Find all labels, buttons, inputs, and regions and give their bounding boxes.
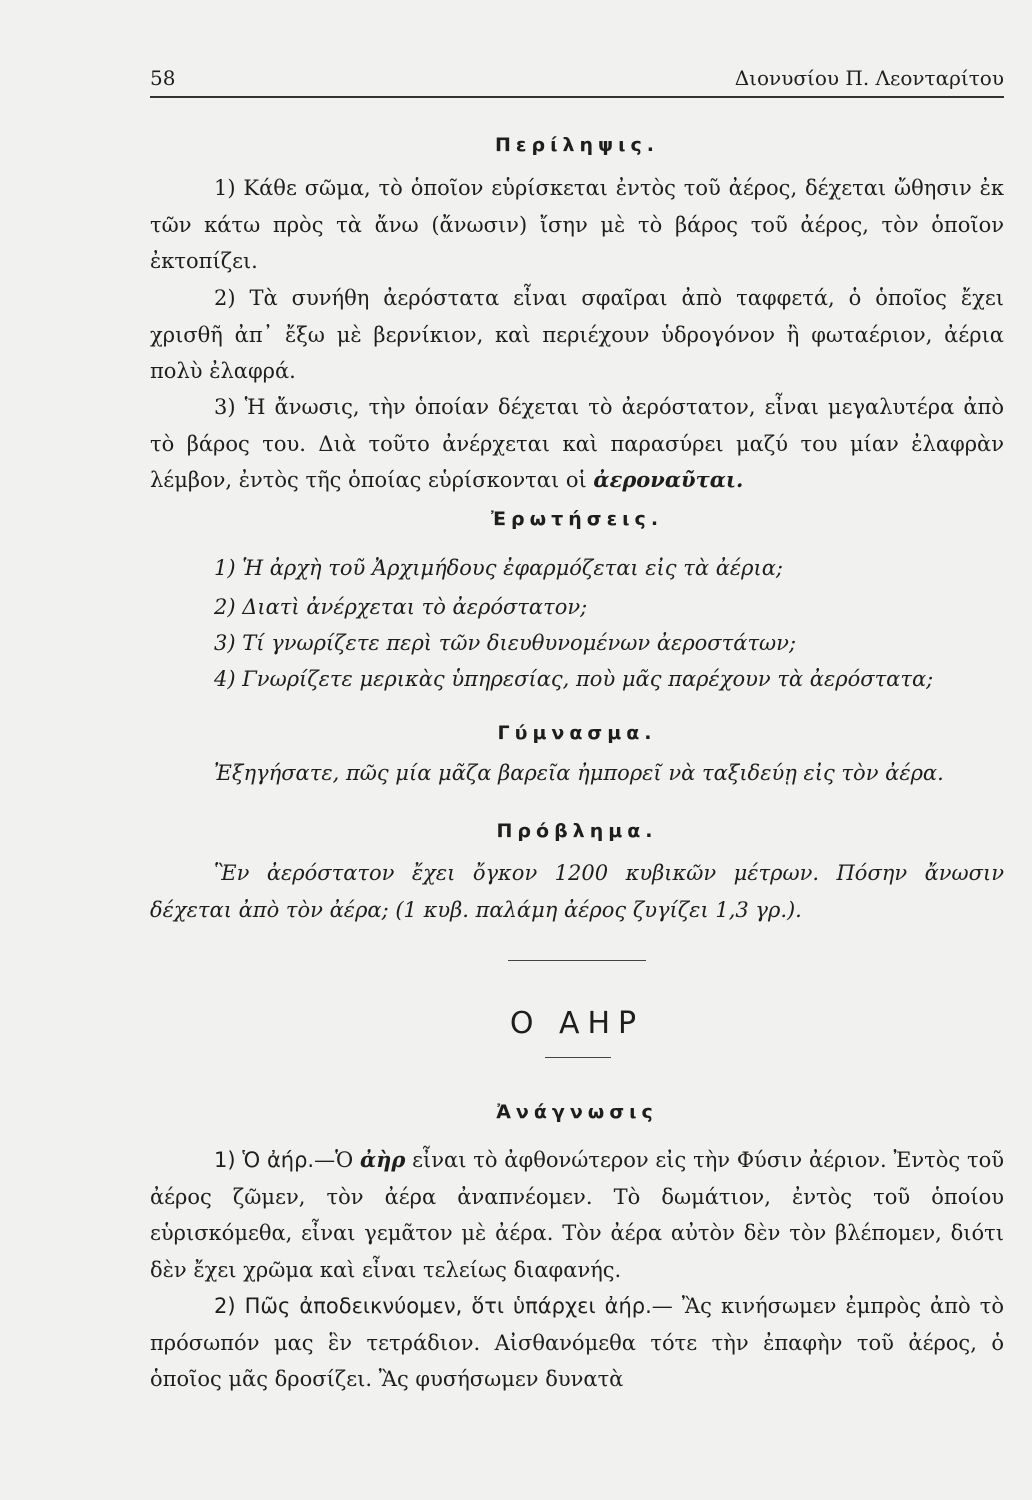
summary-paragraph-2: 2) Τὰ συνήθη ἀερόστατα εἶναι σφαῖραι ἀπὸ ταφφετά, ὁ ὁποῖος ἔχει χρισθῆ ἀπ᾽ ἔξω μὲ βερνίκιον, καὶ περιέχουν ὑδρογόνον ἢ φωταέριον, ἀέρια πολὺ ἐλαφρά. <box>150 286 1004 383</box>
summary-paragraph-1: 1) Κάθε σῶμα, τὸ ὁποῖον εὑρίσκεται ἐντὸς τοῦ ἀέρος, δέχεται ὤθησιν ἐκ τῶν κάτω πρὸς τὰ ἄνω (ἄνωσιν) ἴσην μὲ τὸ βάρος τοῦ ἀέρος, τὸν ὁποῖον ἐκτοπίζει. <box>150 176 1004 273</box>
reading-paragraph-2 <box>150 1288 1004 1398</box>
problem-heading: Πρόβλημα. <box>496 820 658 842</box>
air-subheading: 1) Ὁ ἀήρ. <box>214 1148 315 1172</box>
question-4: 4) Γνωρίζετε μερικὰς ὑπηρεσίας, ποὺ μᾶς παρέχουν τὰ ἀερόστατα; <box>214 667 934 691</box>
question-3: 3) Τί γνωρίζετε περὶ τῶν διευθυνομένων ἀεροστάτων; <box>214 631 797 655</box>
section-title: Ο ΑΗΡ <box>509 1006 645 1041</box>
reading-heading: Ἀνάγνωσις <box>496 1101 658 1123</box>
summary-paragraph-3 <box>150 389 1004 499</box>
reading-paragraph-1-text: εἶναι τὸ ἀφθονώτερον εἰς τὴν Φύσιν ἀέριον. Ἐντὸς τοῦ ἀέρος ζῶμεν, τὸν ἀέρα ἀναπνέομεν. Τὸ δωμάτιον, ἐντὸς τοῦ ὁποίου εὑρισκόμεθα, εἶναι γεμᾶτον μὲ ἀέρα. Τὸν ἀέρα αὐτὸν δὲν τὸν βλέπομεν, διότι δὲν ἔχει χρῶμα καὶ εἶναι τελείως διαφανής. <box>150 1148 1004 1282</box>
question-2: 2) Διατὶ ἀνέρχεται τὸ ἀερόστατον; <box>214 595 588 619</box>
air-proof-subheading: 2) Πῶς ἀποδεικνύομεν, ὅτι ὑπάρχει ἀήρ. <box>214 1294 652 1318</box>
summary-heading: Περίληψις. <box>495 134 659 156</box>
problem-text: Ἓν ἀερόστατον ἔχει ὄγκον 1200 κυβικῶν μέτρων. Πόσην ἄνωσιν δέχεται ἀπὸ τὸν ἀέρα; (1 κυβ. παλάμη ἀέρος ζυγίζει 1,3 γρ.). <box>150 861 1004 922</box>
reading-paragraph-1-dash: —Ὁ <box>314 1148 360 1172</box>
exercise-heading: Γύμνασμα. <box>497 722 657 744</box>
section-divider-bottom <box>545 1057 611 1058</box>
page-header <box>150 64 1004 98</box>
summary-paragraph-3-text: 3) Ἡ ἄνωσις, τὴν ὁποίαν δέχεται τὸ ἀερόστατον, εἶναι μεγαλυτέρα ἀπὸ τὸ βάρος του. Διὰ τοῦτο ἀνέρχεται καὶ παρασύρει μαζύ του μίαν ἐλαφρὰν λέμβον, ἐντὸς τῆς ὁποίας εὑρίσκονται οἱ <box>150 395 1004 492</box>
air-term: ἀὴρ <box>359 1147 406 1172</box>
running-head: Διονυσίου Π. Λεονταρίτου <box>734 66 1004 90</box>
questions-heading: Ἐρωτήσεις. <box>490 508 664 530</box>
section-divider-top <box>508 960 646 961</box>
question-1: 1) Ἡ ἀρχὴ τοῦ Ἀρχιμήδους ἐφαρμόζεται εἰς τὰ ἀέρια; <box>214 556 783 580</box>
reading-paragraph-2-text: — Ἂς κινήσωμεν ἐμπρὸς ἀπὸ τὸ πρόσωπόν μας ἓν τετράδιον. Αἰσθανόμεθα τότε τὴν ἐπαφὴν τοῦ ἀέρος, ὁ ὁποῖος μᾶς δροσίζει. Ἂς φυσήσωμεν δυνατὰ <box>150 1294 1004 1391</box>
aeronauts-term: ἀεροναῦται. <box>593 467 744 492</box>
exercise-text: Ἐξηγήσατε, πῶς μία μᾶζα βαρεῖα ἠμπορεῖ νὰ ταξιδεύῃ εἰς τὸν ἀέρα. <box>214 761 944 785</box>
reading-paragraph-1 <box>150 1142 1004 1288</box>
page-number: 58 <box>150 66 176 90</box>
